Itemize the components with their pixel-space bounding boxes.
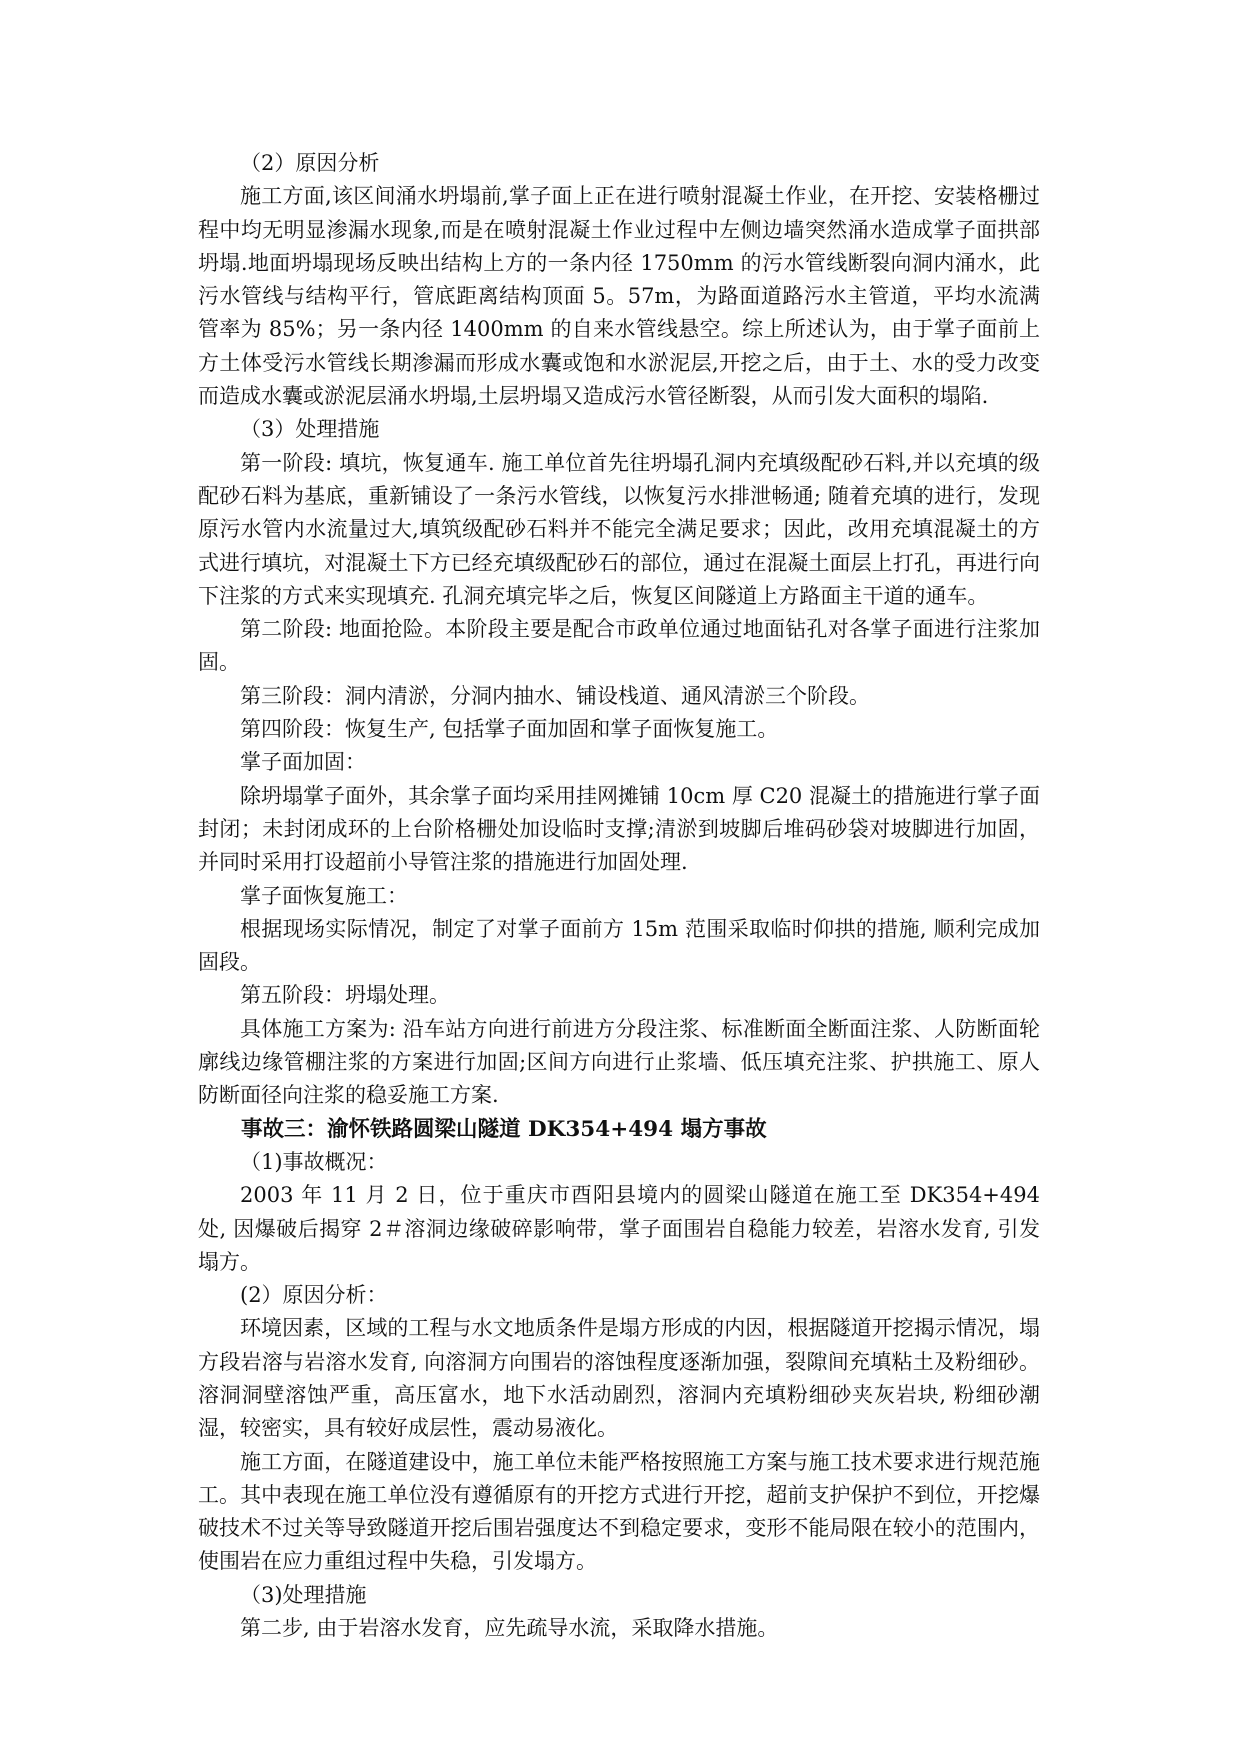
paragraph-accident-overview: 2003 年 11 月 2 日，位于重庆市酉阳县境内的圆梁山隧道在施工至 DK354+494 处, 因爆破后揭穿 2＃溶洞边缘破碎影响带，掌子面围岩自稳能力较差，岩溶水发育, 引发塌方。 [198, 1183, 1040, 1274]
document-body [198, 147, 1040, 1645]
paragraph-stage-four: 第四阶段：恢复生产, 包括掌子面加固和掌子面恢复施工。 [240, 717, 779, 742]
section-heading-accident-overview: （1)事故概况： [240, 1149, 388, 1174]
paragraph-stage-two: 第二阶段: 地面抢险。本阶段主要是配合市政单位通过地面钻孔对各掌子面进行注浆加固。 [198, 617, 1040, 675]
paragraph-stage-one: 第一阶段: 填坑，恢复通车. 施工单位首先往坍塌孔洞内充填级配砂石料,并以充填的级配砂石料为基底，重新铺设了一条污水管线，以恢复污水排泄畅通; 随着充填的进行，发现原污水管内水流量过大,填筑级配砂石料并不能完全满足要求；因此，改用充填混凝土的方式进行填坑，对混凝土下方已经充填级配砂石的部位，通过在混凝土面层上打孔，再进行向下注浆的方式来实现填充. 孔洞充填完毕之后，恢复区间隧道上方路面主干道的通车。 [198, 450, 1040, 608]
section-heading-cause-analysis: （2）原因分析 [240, 151, 380, 175]
section-heading-treatment: （3）处理措施 [240, 417, 380, 442]
paragraph-face-restoration: 根据现场实际情况，制定了对掌子面前方 15m 范围采取临时仰拱的措施, 顺利完成加固段。 [198, 916, 1040, 975]
paragraph-environment-factors: 环境因素，区域的工程与水文地质条件是塌方形成的内因，根据隧道开挖揭示情况，塌方段岩溶与岩溶水发育, 向溶洞方向围岩的溶蚀程度逐渐加强，裂隙间充填粘土及粉细砂。溶洞洞壁溶蚀严重，高压富水，地下水活动剧烈，溶洞内充填粉细砂夹灰岩块, 粉细砂潮湿，较密实，具有较好成层性，震动易液化。 [198, 1316, 1040, 1441]
paragraph-construction-cause: 施工方面,该区间涌水坍塌前,掌子面上正在进行喷射混凝土作业，在开挖、安装格栅过程中均无明显渗漏水现象,而是在喷射混凝土作业过程中左侧边墙突然涌水造成掌子面拱部坍塌.地面坍塌现场反映出结构上方的一条内径 1750mm 的污水管线断裂向洞内涌水，此污水管线与结构平行，管底距离结构顶面 5。57m，为路面道路污水主管道，平均水流满管率为 85%；另一条内径 1400mm 的自来水管线悬空。综上所述认为，由于掌子面前上方土体受污水管线长期渗漏而形成水囊或饱和水淤泥层,开挖之后，由于土、水的受力改变而造成水囊或淤泥层涌水坍塌,土层坍塌又造成污水管径断裂，从而引发大面积的塌陷. [198, 184, 1040, 409]
section-heading-cause-analysis-2: (2）原因分析： [240, 1283, 388, 1308]
paragraph-stage-three: 第三阶段：洞内清淤，分洞内抽水、铺设栈道、通风清淤三个阶段。 [240, 683, 870, 708]
section-heading-treatment-2: （3)处理措施 [240, 1582, 367, 1607]
subheading-face-reinforcement: 掌子面加固： [240, 750, 366, 775]
subheading-face-restoration: 掌子面恢复施工： [240, 883, 408, 908]
paragraph-construction-factors: 施工方面，在隧道建设中，施工单位未能严格按照施工方案与施工技术要求进行规范施工。其中表现在施工单位没有遵循原有的开挖方式进行开挖，超前支护保护不到位，开挖爆破技术不过关等导致隧道开挖后围岩强度达不到稳定要求，变形不能局限在较小的范围内，使围岩在应力重组过程中失稳，引发塌方。 [198, 1449, 1040, 1574]
paragraph-construction-plan: 具体施工方案为: 沿车站方向进行前进方分段注浆、标准断面全断面注浆、人防断面轮廓线边缘管棚注浆的方案进行加固;区间方向进行止浆墙、低压填充注浆、护拱施工、原人防断面径向注浆的稳妥施工方案. [198, 1016, 1040, 1108]
paragraph-step-two: 第二步, 由于岩溶水发育，应先疏导水流，采取降水措施。 [240, 1616, 779, 1641]
paragraph-stage-five: 第五阶段：坍塌处理。 [240, 983, 450, 1008]
accident-three-title: 事故三：渝怀铁路圆梁山隧道 DK354+494 塌方事故 [241, 1116, 767, 1142]
paragraph-face-reinforcement: 除坍塌掌子面外，其余掌子面均采用挂网摊铺 10cm 厚 C20 混凝土的措施进行掌子面封闭；未封闭成环的上台阶格栅处加设临时支撑;清淤到坡脚后堆码砂袋对坡脚进行加固，并同时采用打设超前小导管注浆的措施进行加固处理. [198, 783, 1040, 875]
